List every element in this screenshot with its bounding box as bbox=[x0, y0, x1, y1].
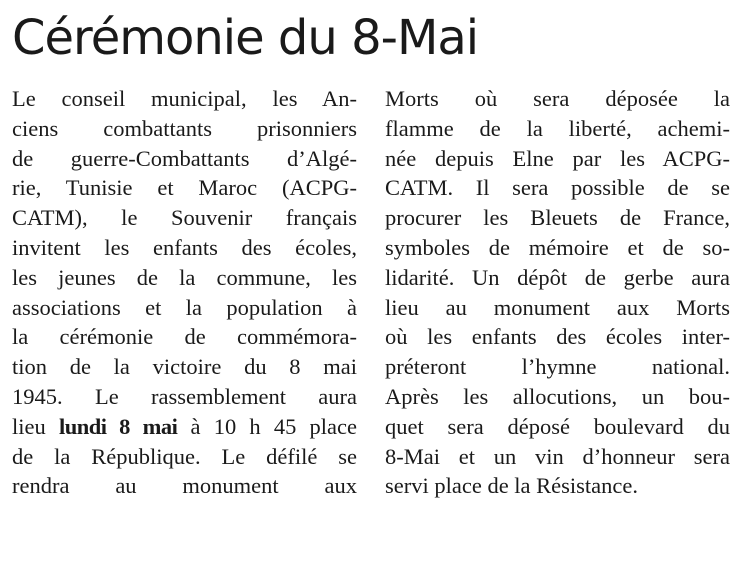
text-line: née depuis Elne par les ACPG- bbox=[385, 145, 730, 171]
article-column-right bbox=[385, 84, 730, 501]
line-text: à 10 h 45 place bbox=[177, 413, 357, 439]
text-line: quet sera déposé boulevard du bbox=[385, 413, 730, 439]
text-line: associations et la population à bbox=[12, 294, 357, 320]
text-line: de guerre-Combattants d’Algé- bbox=[12, 145, 357, 171]
text-line: Morts où sera déposée la bbox=[385, 86, 730, 111]
text-line: CATM. Il sera possible de se bbox=[385, 175, 730, 201]
text-line: 1945. Le rassemblement aura bbox=[12, 383, 357, 409]
text-line: Le conseil municipal, les An- bbox=[12, 86, 357, 111]
text-line: servi place de la Résistance. bbox=[385, 473, 639, 499]
text-line: préteront l’hymne national. bbox=[385, 354, 730, 380]
text-line: lidarité. Un dépôt de gerbe aura bbox=[385, 264, 730, 290]
text-line: symboles de mémoire et de so- bbox=[385, 234, 730, 260]
text-line: rendra au monument aux bbox=[12, 473, 357, 499]
text-line: Après les allocutions, un bou- bbox=[385, 383, 730, 409]
article-title: Cérémonie du 8-Mai bbox=[12, 10, 479, 66]
line-text: lieu bbox=[12, 413, 59, 439]
text-line: flamme de la liberté, achemi- bbox=[385, 115, 730, 141]
text-line: lieu au monument aux Morts bbox=[385, 294, 730, 320]
text-line: de la République. Le défilé se bbox=[12, 443, 357, 469]
text-line: invitent les enfants des écoles, bbox=[12, 234, 357, 260]
text-line: la cérémonie de commémora- bbox=[12, 324, 357, 350]
text-line: les jeunes de la commune, les bbox=[12, 264, 357, 290]
text-line: tion de la victoire du 8 mai bbox=[12, 354, 357, 380]
article-column-left bbox=[12, 84, 357, 501]
text-line: procurer les Bleuets de France, bbox=[385, 205, 730, 231]
event-date: lundi 8 mai bbox=[58, 413, 178, 439]
text-line: où les enfants des écoles inter- bbox=[385, 324, 730, 350]
text-line: ciens combattants prisonniers bbox=[12, 115, 357, 141]
text-line: rie, Tunisie et Maroc (ACPG- bbox=[12, 175, 357, 201]
text-line-with-date bbox=[12, 412, 357, 442]
text-line: 8-Mai et un vin d’honneur sera bbox=[385, 443, 730, 469]
text-line: CATM), le Souvenir français bbox=[12, 205, 357, 231]
